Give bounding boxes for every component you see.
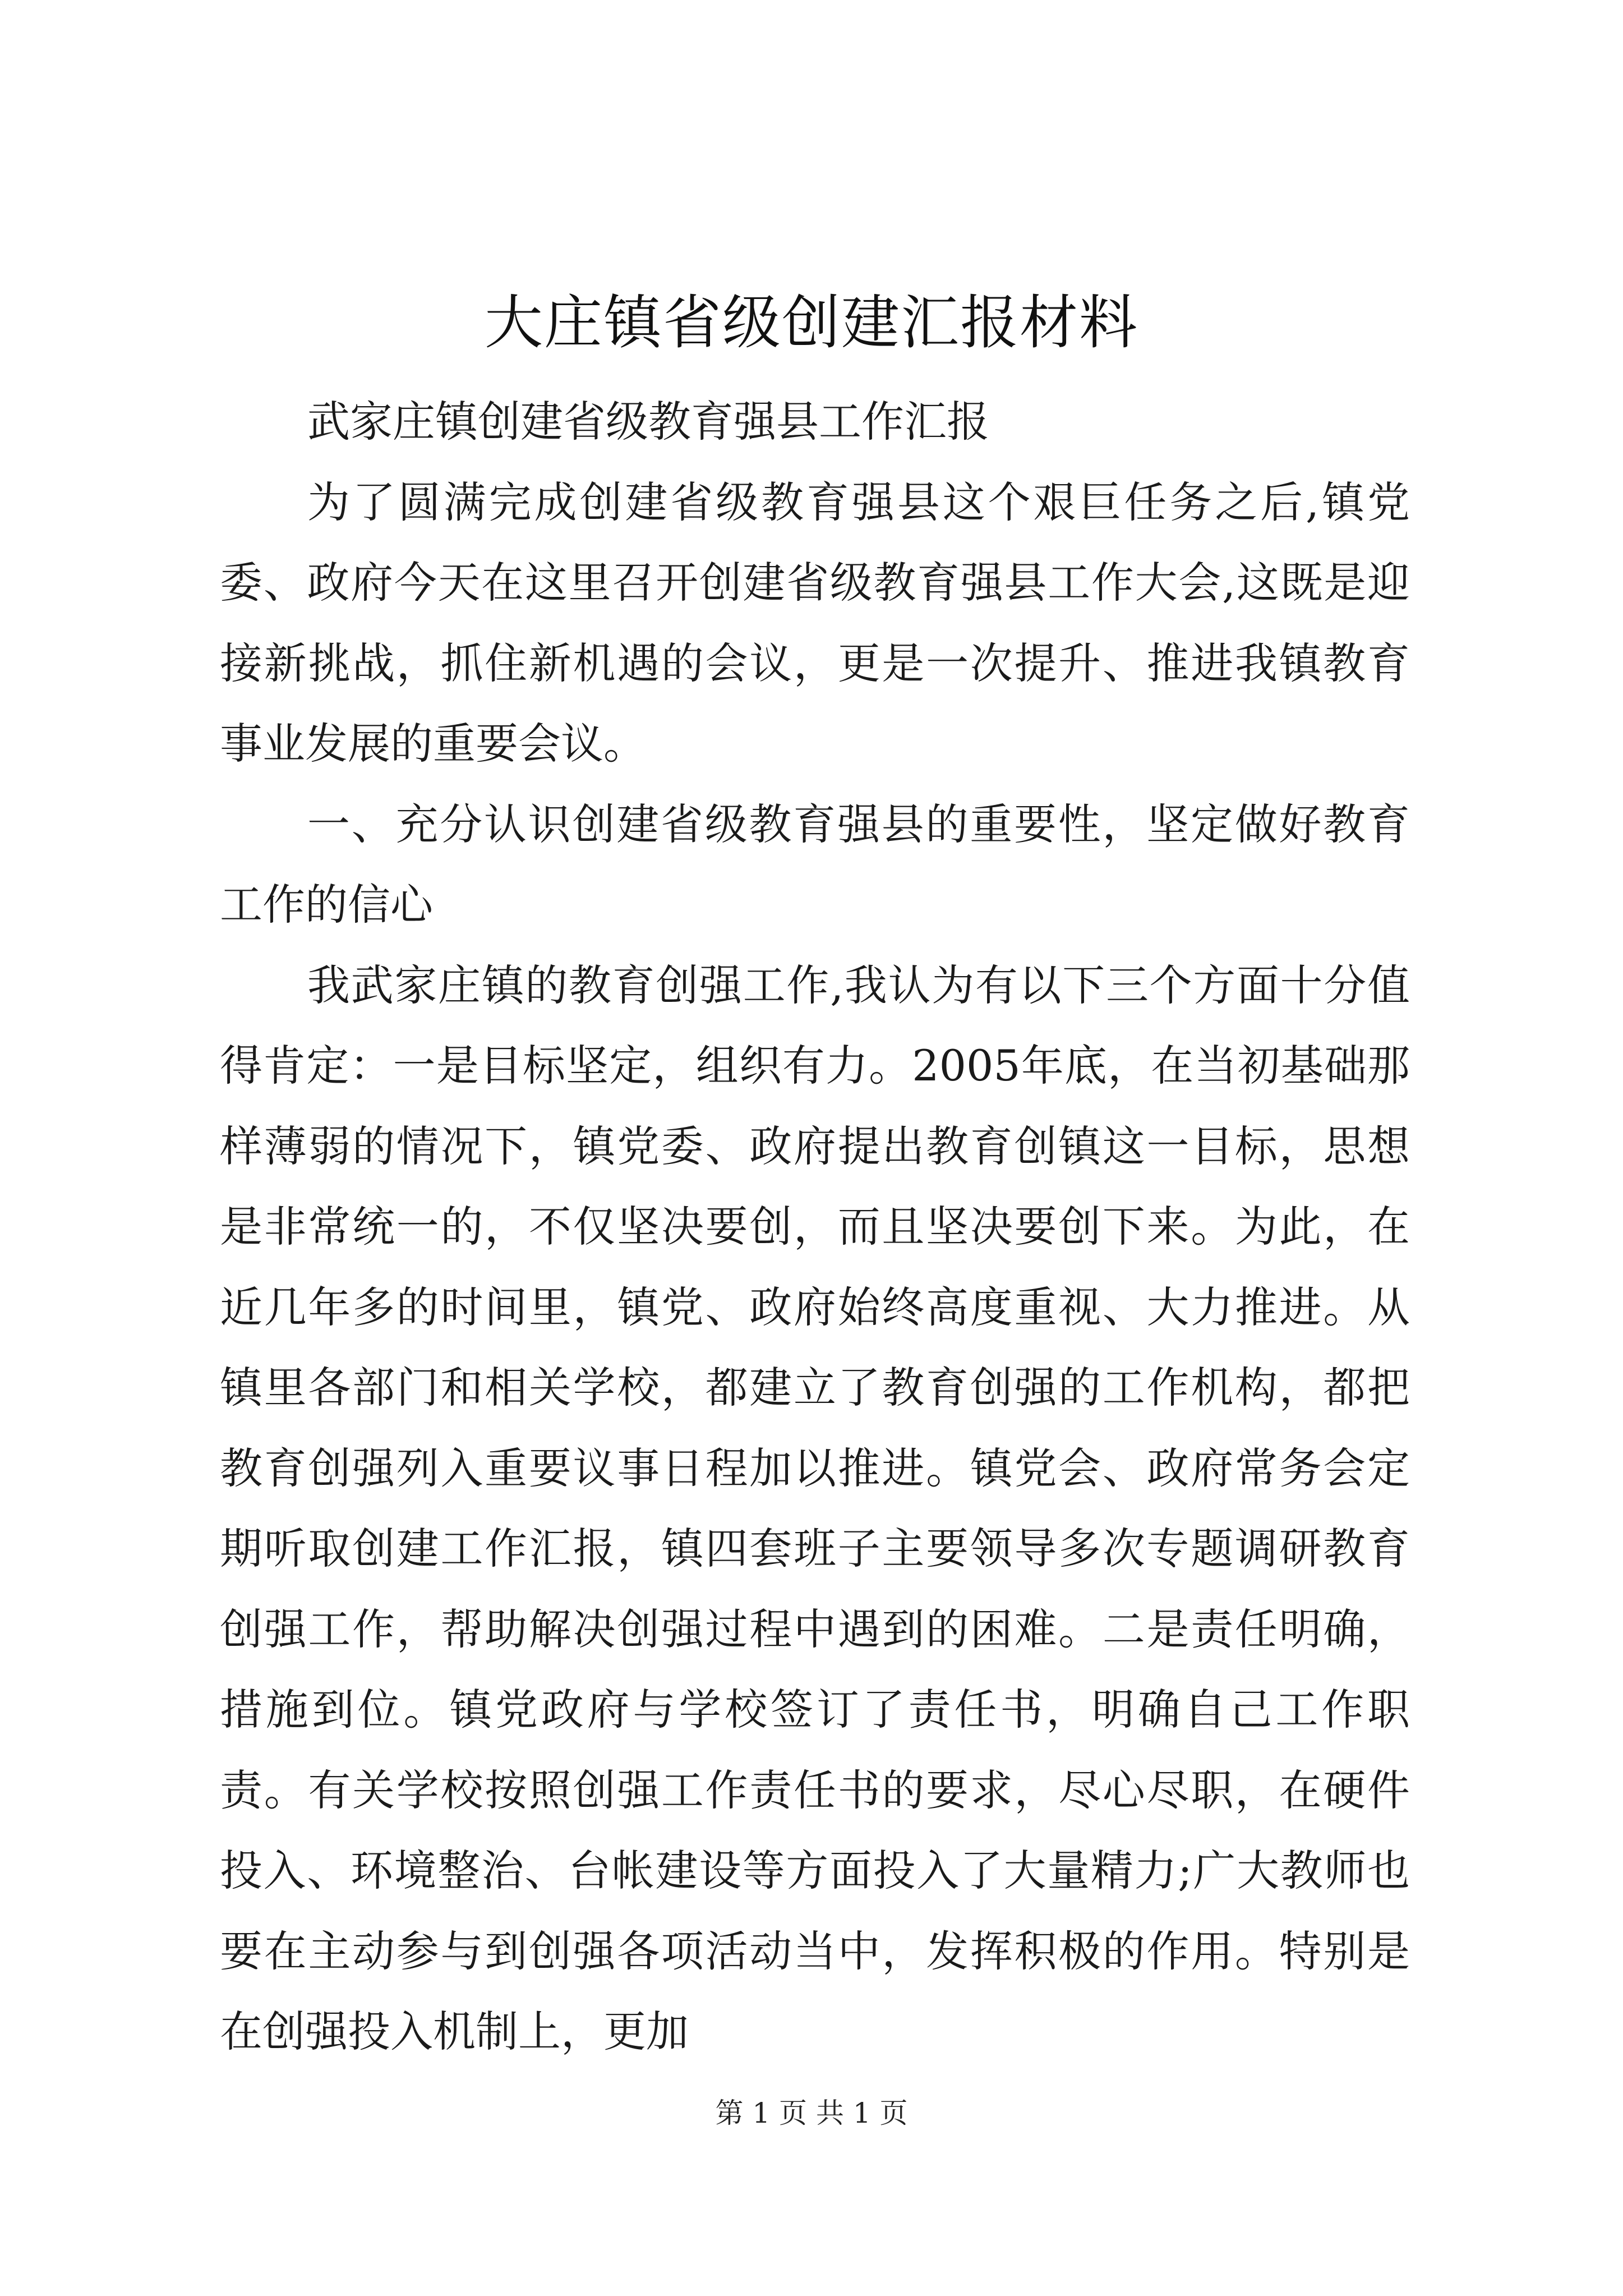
section-heading-paragraph: 一、充分认识创建省级教育强县的重要性，坚定做好教育工作的信心: [220, 799, 1410, 930]
intro-paragraph: 为了圆满完成创建省级教育强县这个艰巨任务之后,镇党委、政府今天在这里召开创建省级教育强县工作大会,这既是迎接新挑战，抓住新机遇的会议，更是一次提升、推进我镇教育事业发展的重要会议。: [220, 477, 1410, 769]
subtitle-paragraph: 武家庄镇创建省级教育强县工作汇报: [307, 397, 989, 447]
document-body: [220, 381, 1410, 2072]
page-footer: 第 1 页 共 1 页: [715, 2097, 908, 2129]
body-paragraph: 我武家庄镇的教育创强工作,我认为有以下三个方面十分值得肯定：一是目标坚定，组织有力。2005年底，在当初基础那样薄弱的情况下，镇党委、政府提出教育创镇这一目标，思想是非常统一的，不仅坚决要创，而且坚决要创下来。为此，在近几年多的时间里，镇党、政府始终高度重视、大力推进。从镇里各部门和相关学校，都建立了教育创强的工作机构，都把教育创强列入重要议事日程加以推进。镇党会、政府常务会定期听取创建工作汇报，镇四套班子主要领导多次专题调研教育创强工作，帮助解决创强过程中遇到的困难。二是责任明确，措施到位。镇党政府与学校签订了责任书，明确自己工作职责。有关学校按照创强工作责任书的要求，尽心尽职，在硬件投入、环境整治、台帐建设等方面投入了大量精力;广大教师也要在主动参与到创强各项活动当中，发挥积极的作用。特别是在创强投入机制上，更加: [220, 960, 1410, 2056]
document-title: 大庄镇省级创建汇报材料: [484, 288, 1138, 357]
